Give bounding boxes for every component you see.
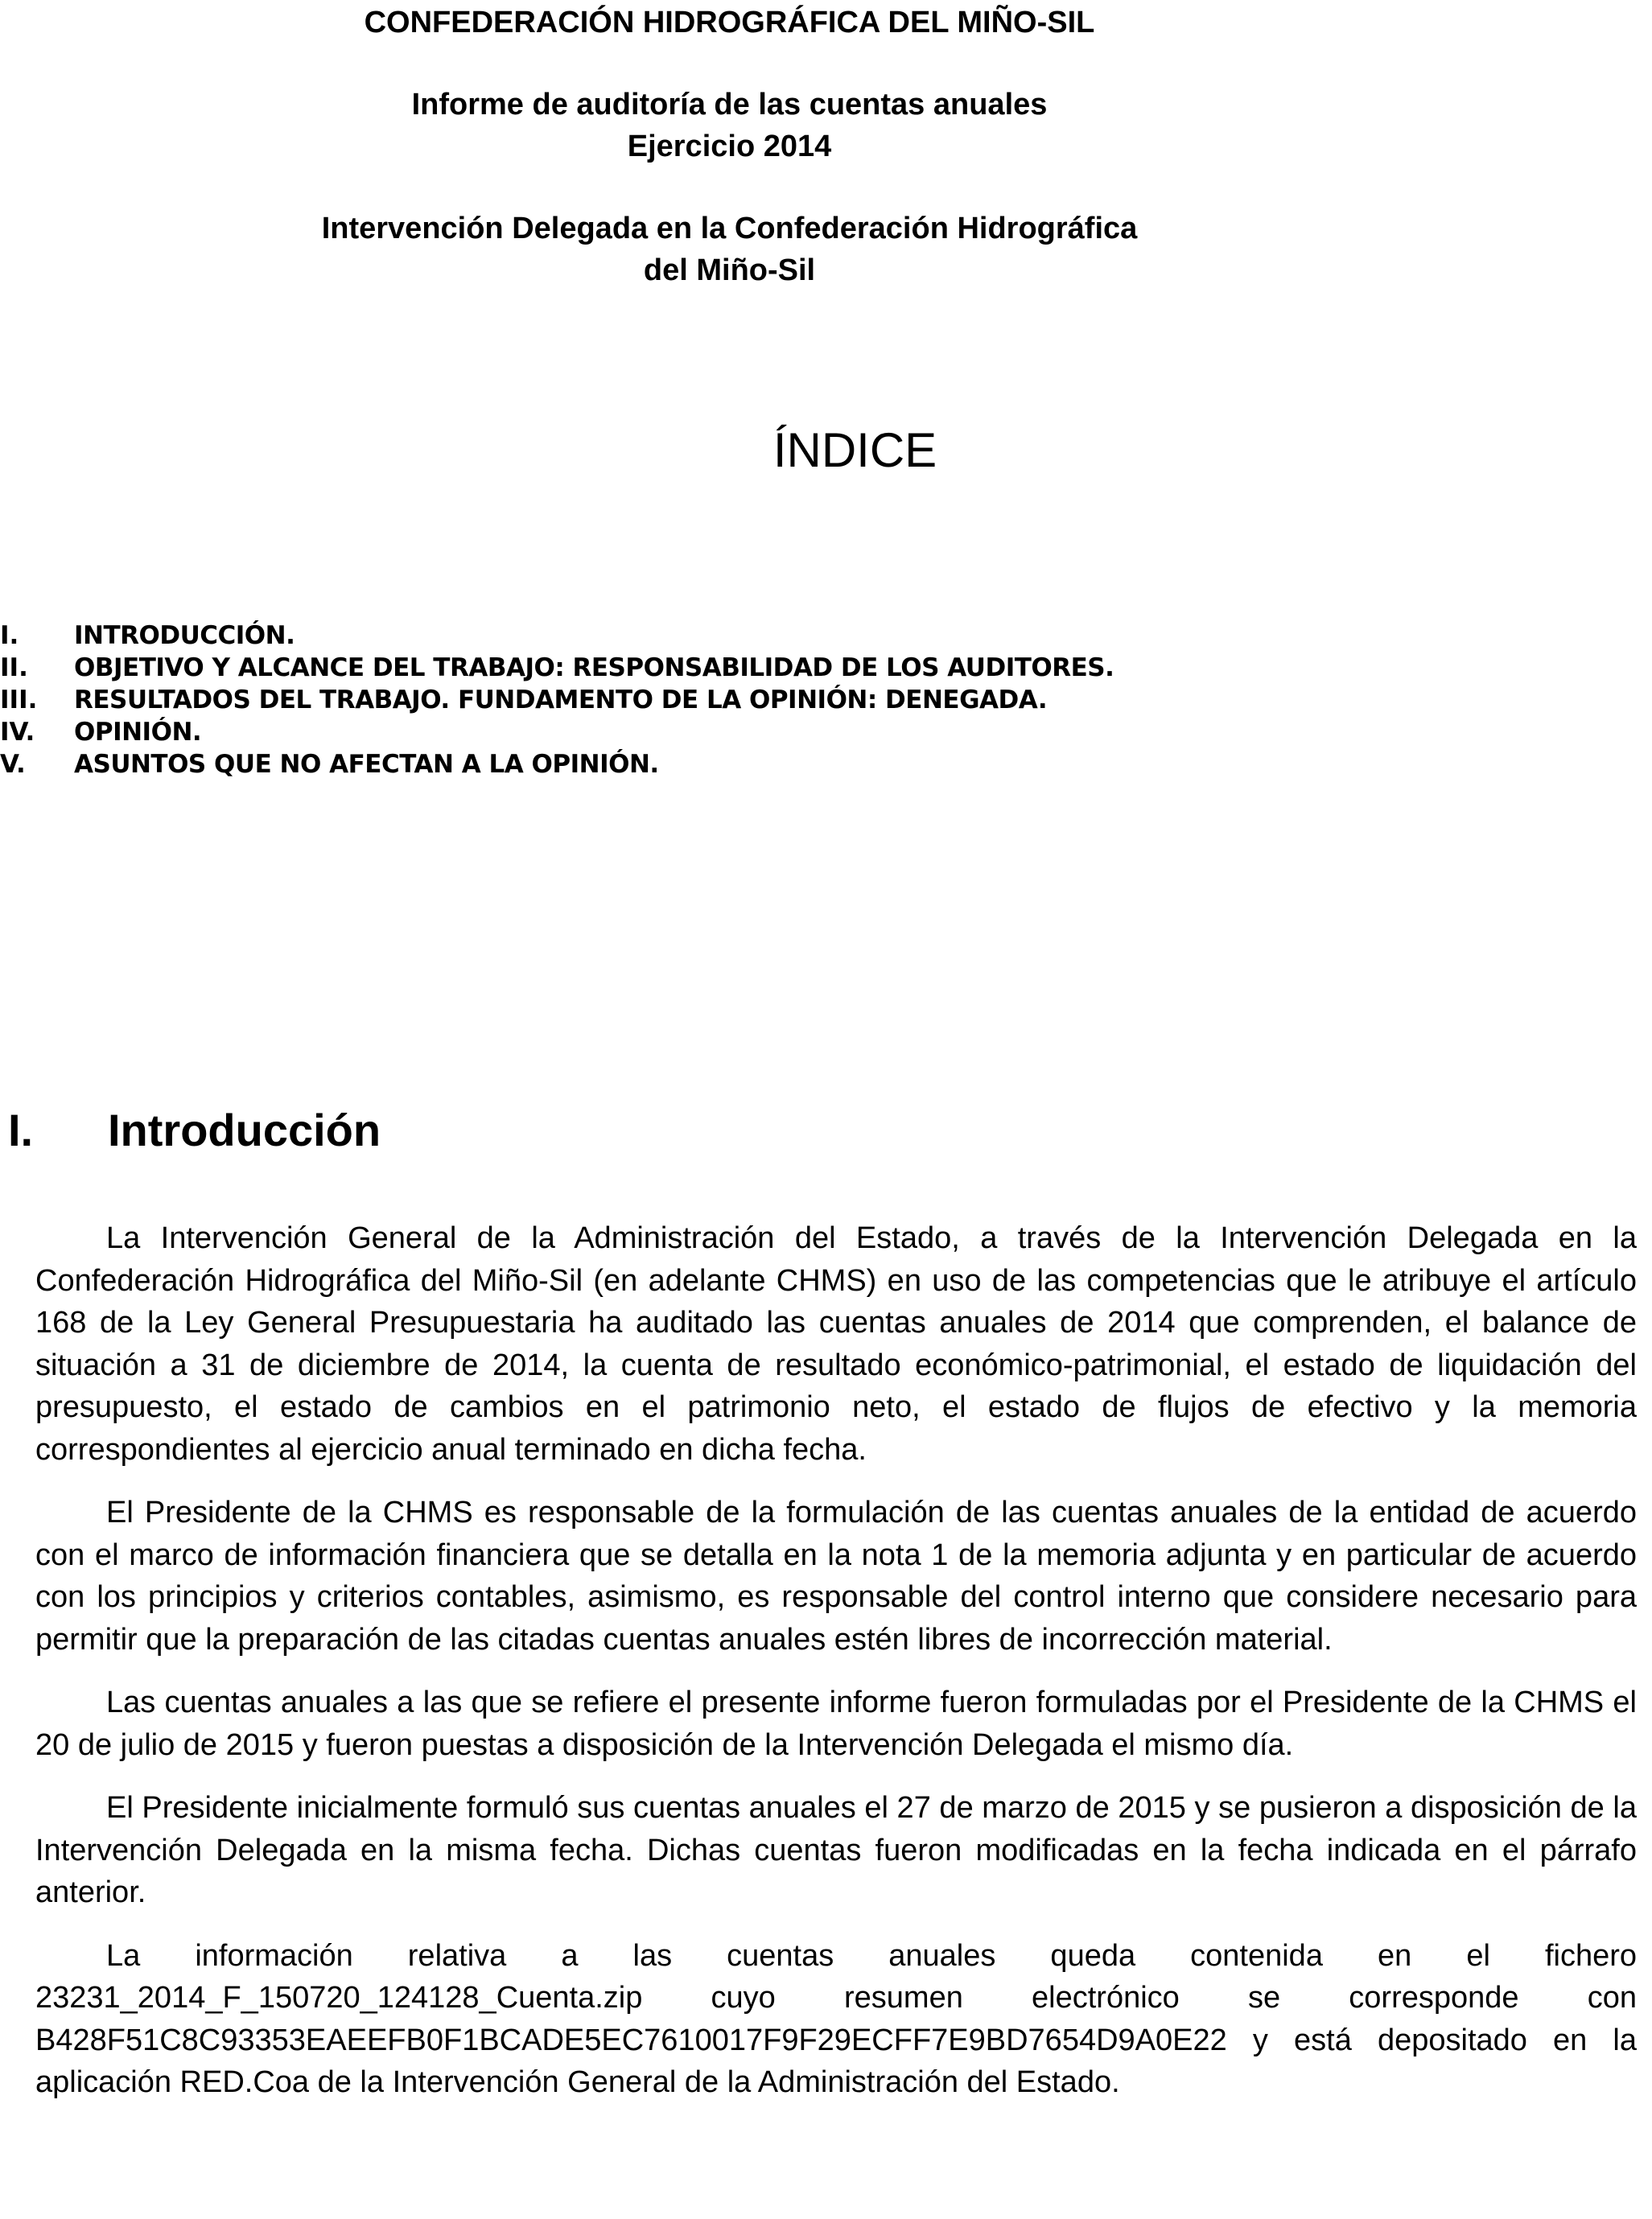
toc-item-number: II. xyxy=(0,653,28,682)
section-number: I. xyxy=(8,1105,34,1155)
section-title: Introducción xyxy=(108,1105,381,1155)
organization-name: CONFEDERACIÓN HIDROGRÁFICA DEL MIÑO-SIL xyxy=(364,6,1095,39)
toc-item-number: IV. xyxy=(0,718,35,747)
intervention-block xyxy=(0,208,1555,291)
toc-item-label: RESULTADOS DEL TRABAJO. FUNDAMENTO DE LA OPINIÓN: DENEGADA. xyxy=(74,685,1048,714)
report-title: Informe de auditoría de las cuentas anuales xyxy=(411,88,1048,121)
toc-item-number: III. xyxy=(0,685,38,714)
paragraph: Las cuentas anuales a las que se refiere el presente informe fueron formuladas por el Presidente de la CHMS el 20 de julio de 2015 y fueron puestas a disposición de la Intervención Delegada el mismo día. xyxy=(35,1686,1637,1762)
index-title: ÍNDICE xyxy=(772,423,937,477)
toc-item-objetivo[interactable] xyxy=(0,652,1448,684)
toc-item-label: OPINIÓN. xyxy=(74,718,202,747)
paragraph: La Intervención General de la Administración del Estado, a través de la Intervención Delegada en la Confederación Hidrográfica del Miño-Sil (en adelante CHMS) en uso de las competencias que le atribuye el artículo 168 de la Ley General Presupuestaria ha auditado las cuentas anuales de 2014 que comprenden, el balance de situación a 31 de diciembre de 2014, la cuenta de resultado económico-patrimonial, el estado de liquidación del presupuesto, el estado de cambios en el patrimonio neto, el estado de flujos de efectivo y la memoria correspondientes al ejercicio anual terminado en dicha fecha. xyxy=(35,1221,1637,1467)
paragraph: La información relativa a las cuentas anuales queda contenida en el fichero 23231_2014_F_150720_124128_Cuenta.zip cuyo resumen electrónico se corresponde con B428F51C8C93353EAEEFB0F1BCADE5EC7610017F9F29ECFF7E9BD7654D9A0E22 y está depositado en la aplicación RED.Coa de la Intervención General de la Administración del Estado. xyxy=(35,1938,1637,2099)
fiscal-year: Ejercicio 2014 xyxy=(627,130,832,163)
paragraph: El Presidente de la CHMS es responsable de la formulación de las cuentas anuales de la entidad de acuerdo con el marco de información financiera que se detalla en la nota 1 de la memoria adjunta y en particular de acuerdo con los principios y criterios contables, asimismo, es responsable del control interno que considere necesario para permitir que la preparación de las citadas cuentas anuales estén libres de incorrección material. xyxy=(35,1496,1637,1657)
toc-item-opinion[interactable] xyxy=(0,716,1448,748)
toc-item-number: I. xyxy=(0,621,19,650)
toc-item-asuntos[interactable] xyxy=(0,748,1448,780)
paragraph: El Presidente inicialmente formuló sus cuentas anuales el 27 de marzo de 2015 y se pusieron a disposición de la Intervención Delegada en la misma fecha. Dichas cuentas fueron modificadas en la fecha indicada en el párrafo anterior. xyxy=(35,1791,1637,1909)
intervention-line-2: del Miño-Sil xyxy=(643,253,816,287)
toc-item-introduccion[interactable] xyxy=(0,620,1448,652)
toc-item-label: OBJETIVO Y ALCANCE DEL TRABAJO: RESPONSABILIDAD DE LOS AUDITORES. xyxy=(74,653,1114,682)
organization-header xyxy=(0,2,1555,43)
report-title-block xyxy=(0,84,1555,167)
toc-item-resultados[interactable] xyxy=(0,684,1448,716)
toc-item-label: ASUNTOS QUE NO AFECTAN A LA OPINIÓN. xyxy=(74,750,659,779)
table-of-contents xyxy=(0,620,1448,780)
toc-item-number: V. xyxy=(0,750,26,779)
intervention-line-1: Intervención Delegada en la Confederación Hidrográfica xyxy=(321,212,1138,245)
section-body xyxy=(35,1217,1637,2125)
toc-item-label: INTRODUCCIÓN. xyxy=(74,621,295,650)
